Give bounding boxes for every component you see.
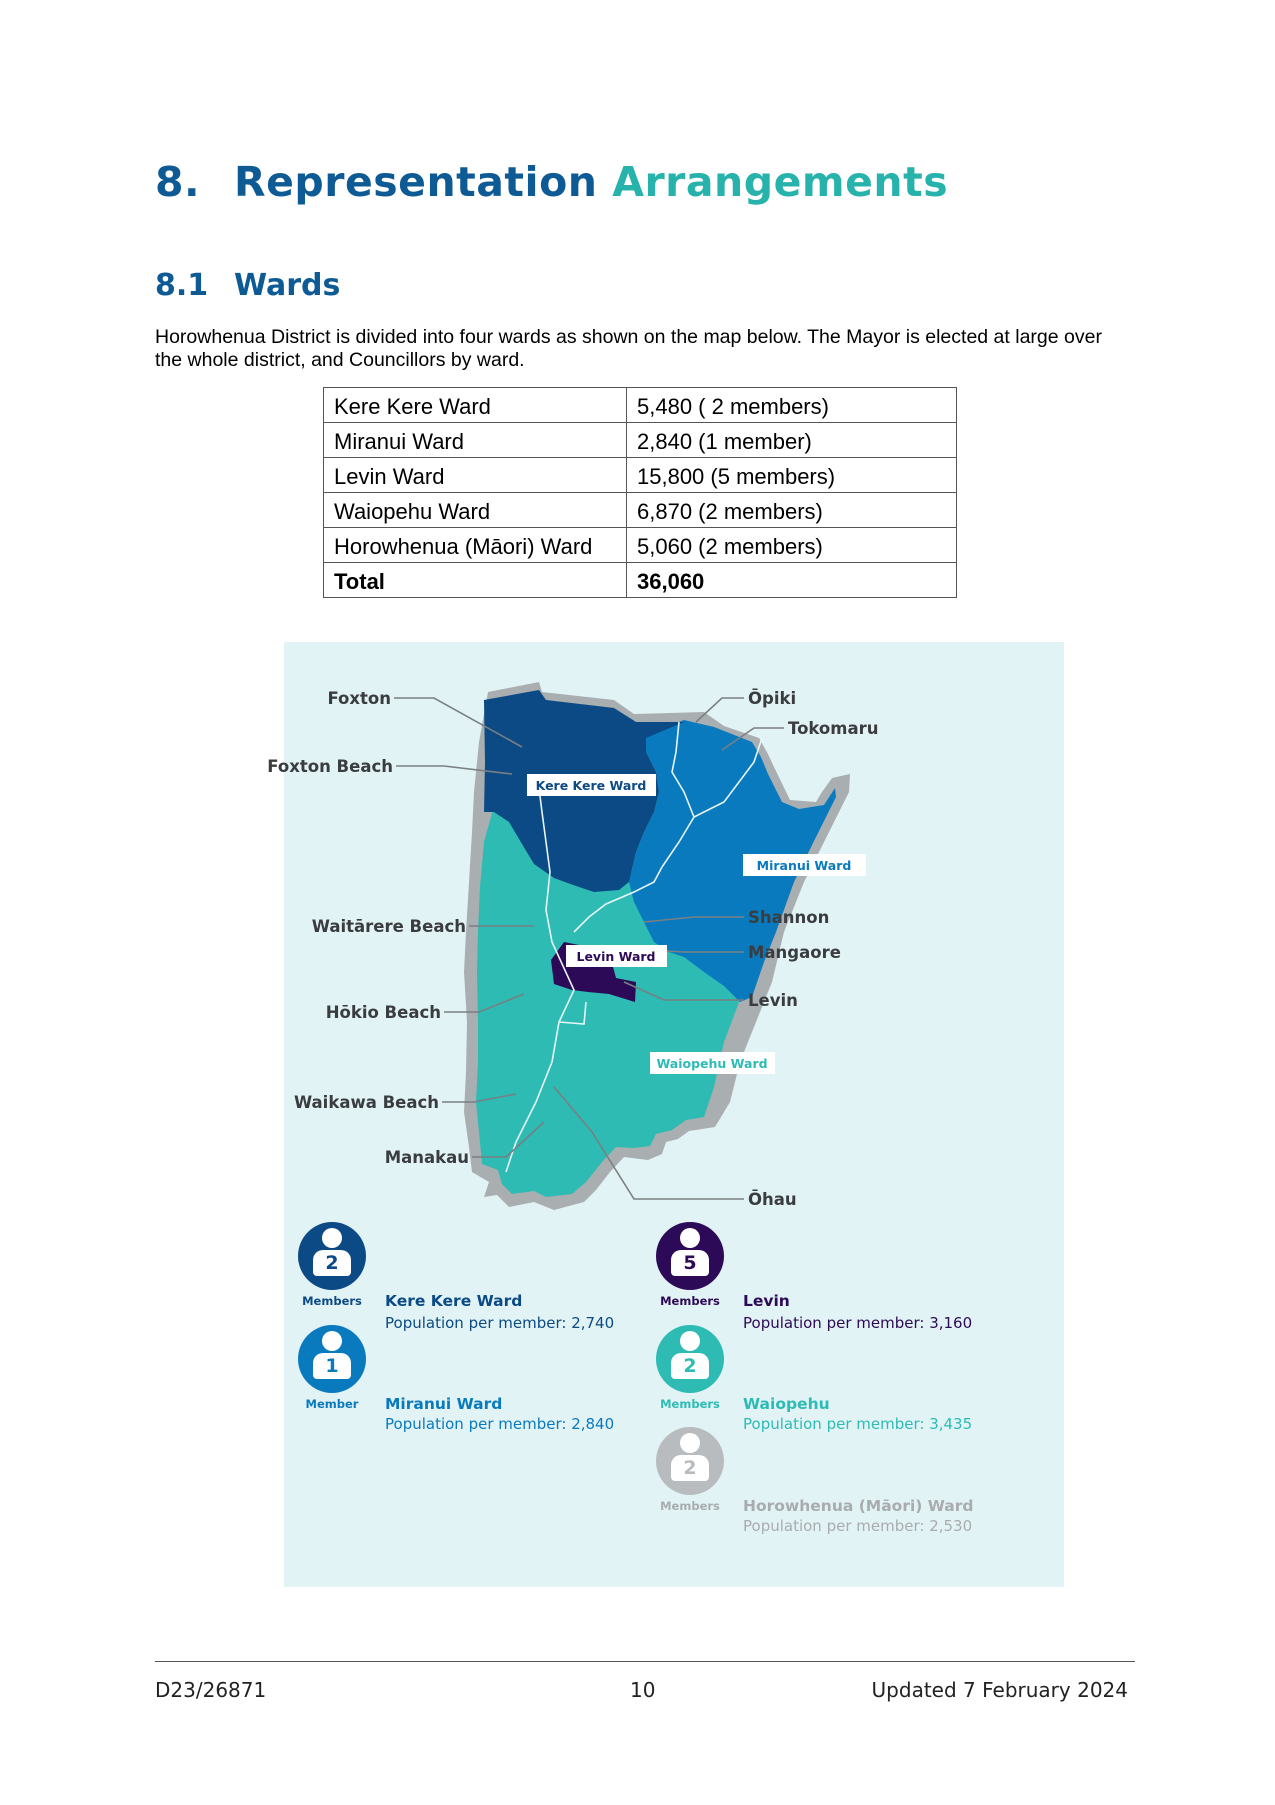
ward-population-table <box>323 387 957 598</box>
legend-subtitle: Population per member: 3,435 <box>743 1415 973 1433</box>
place-hokio-beach: Hōkio Beach <box>325 1003 441 1022</box>
total-label: Total <box>324 563 627 598</box>
member-person-icon <box>298 1222 366 1290</box>
member-person-icon <box>656 1222 724 1290</box>
place-shannon: Shannon <box>748 908 830 927</box>
member-person-icon <box>656 1427 724 1495</box>
heading-word-1: Representation <box>234 158 598 206</box>
member-count: 1 <box>313 1353 351 1379</box>
member-caption: Members <box>660 1294 720 1308</box>
ward-cell: Waiopehu Ward <box>324 493 627 528</box>
section-heading <box>155 268 340 303</box>
place-ohau: Ōhau <box>748 1190 797 1209</box>
member-caption: Member <box>305 1397 359 1411</box>
legend-subtitle: Population per member: 2,740 <box>385 1314 615 1332</box>
legend-subtitle: Population per member: 3,160 <box>743 1314 973 1332</box>
place-mangaore: Mangaore <box>748 943 841 962</box>
ward-cell: Kere Kere Ward <box>324 388 627 423</box>
kerekere-ward-label: Kere Kere Ward <box>535 778 647 793</box>
ward-cell: Horowhenua (Māori) Ward <box>324 528 627 563</box>
ward-map-infographic <box>267 642 1064 1587</box>
footer-divider <box>155 1661 1135 1662</box>
table-total-row <box>324 563 957 598</box>
table-row <box>324 528 957 563</box>
intro-paragraph: Horowhenua District is divided into four wards as shown on the map below. The Mayor is elected at large over the whole district, and Councillors by ward. <box>155 326 1102 371</box>
place-waikawa-beach: Waikawa Beach <box>293 1093 439 1112</box>
value-cell: 15,800 (5 members) <box>627 458 957 493</box>
waiopehu-ward-label: Waiopehu Ward <box>656 1056 768 1071</box>
footer-updated-date: Updated 7 February 2024 <box>871 1678 1128 1702</box>
legend-subtitle: Population per member: 2,840 <box>385 1415 615 1433</box>
footer-page-number: 10 <box>630 1678 656 1702</box>
member-person-icon <box>656 1325 724 1393</box>
heading-number: 8. <box>155 158 201 206</box>
levin-ward-label: Levin Ward <box>576 949 656 964</box>
table-row <box>324 423 957 458</box>
table-row <box>324 458 957 493</box>
ward-cell: Levin Ward <box>324 458 627 493</box>
place-waitarere-beach: Waitārere Beach <box>311 917 466 936</box>
place-foxton-beach: Foxton Beach <box>267 757 393 776</box>
table-row <box>324 388 957 423</box>
value-cell: 6,870 (2 members) <box>627 493 957 528</box>
section-number: 8.1 <box>155 268 209 303</box>
legend-subtitle: Population per member: 2,530 <box>743 1517 973 1535</box>
place-tokomaru: Tokomaru <box>788 719 879 738</box>
legend-title: Kere Kere Ward <box>385 1292 523 1310</box>
place-opiki: Ōpiki <box>748 689 797 708</box>
total-value: 36,060 <box>627 563 957 598</box>
page-heading <box>155 158 948 206</box>
legend-title: Miranui Ward <box>385 1395 503 1413</box>
table-row <box>324 493 957 528</box>
member-caption: Members <box>660 1397 720 1411</box>
place-foxton: Foxton <box>327 689 391 708</box>
value-cell: 5,060 (2 members) <box>627 528 957 563</box>
member-person-icon <box>298 1325 366 1393</box>
value-cell: 2,840 (1 member) <box>627 423 957 458</box>
member-caption: Members <box>660 1499 720 1513</box>
member-caption: Members <box>302 1294 362 1308</box>
value-cell: 5,480 ( 2 members) <box>627 388 957 423</box>
member-count: 2 <box>313 1250 351 1276</box>
miranui-ward-label: Miranui Ward <box>756 858 852 873</box>
member-count: 2 <box>671 1455 709 1481</box>
place-manakau: Manakau <box>384 1148 469 1167</box>
footer-doc-id: D23/26871 <box>155 1678 267 1702</box>
member-count: 2 <box>671 1353 709 1379</box>
member-count: 5 <box>671 1250 709 1276</box>
heading-word-2: Arrangements <box>612 158 949 206</box>
section-title: Wards <box>234 268 341 303</box>
legend-title: Horowhenua (Māori) Ward <box>743 1497 974 1515</box>
legend-title: Levin <box>743 1292 790 1310</box>
place-levin: Levin <box>748 991 798 1010</box>
legend-title: Waiopehu <box>743 1395 830 1413</box>
ward-cell: Miranui Ward <box>324 423 627 458</box>
